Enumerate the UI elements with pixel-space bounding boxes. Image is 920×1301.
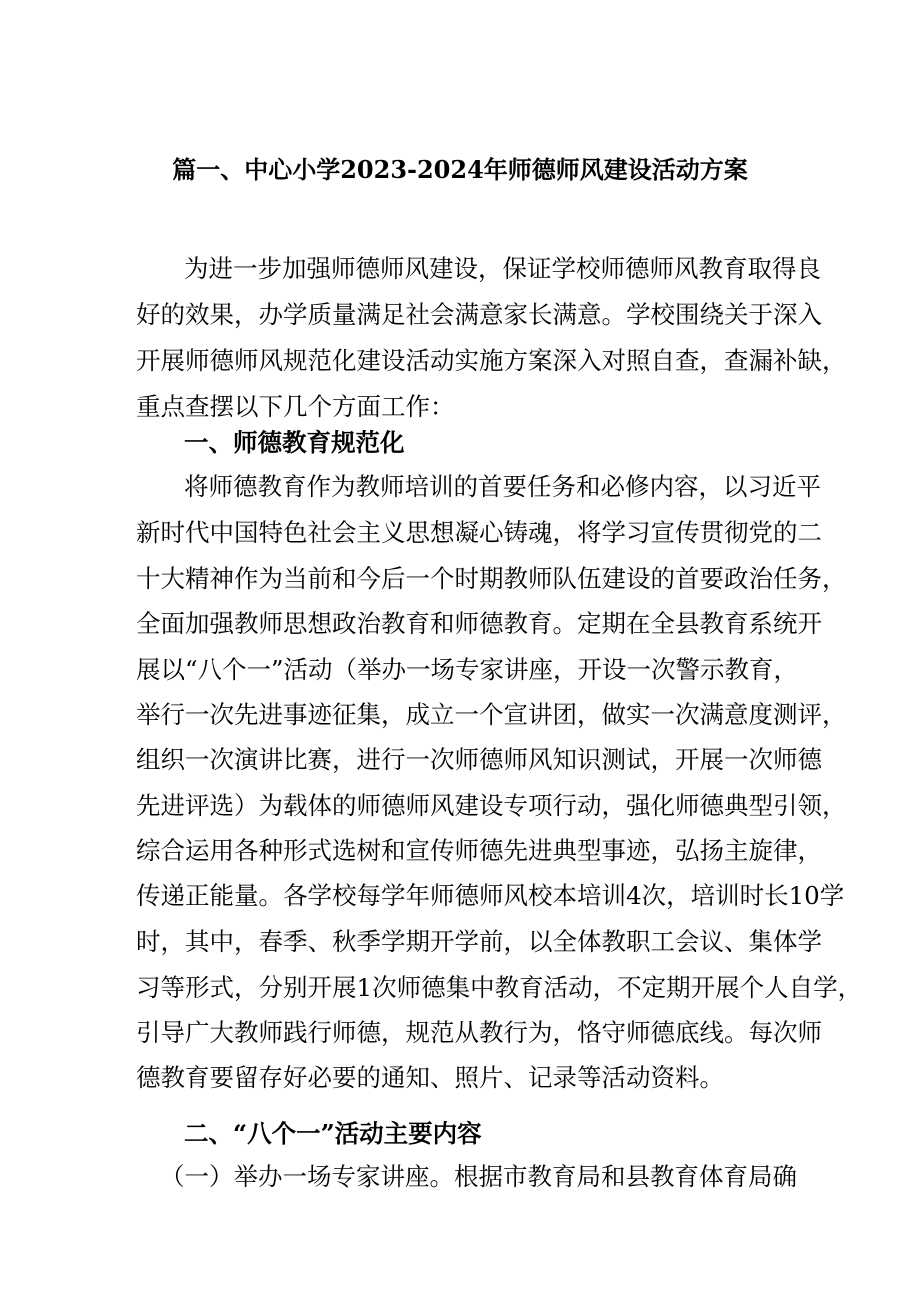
section1-line-9: 综合运用各种形式选树和宣传师德先进典型事迹，弘扬主旋律， [136,836,822,865]
section1-line-11: 时，其中，春季、秋季学期开学前，以全体教职工会议、集体学 [136,927,822,956]
intro-line-2: 好的效果，办学质量满足社会满意家长满意。学校围绕关于深入 [136,300,822,329]
section1-line-2: 新时代中国特色社会主义思想凝心铸魂，将学习宣传贯彻党的二 [136,518,822,547]
section1-line-10: 传递正能量。各学校每学年师德师风校本培训4次，培训时长10学 [136,881,845,910]
intro-line-4: 重点查摆以下几个方面工作： [136,392,455,421]
document-title: 篇一、中心小学2023-2024年师德师风建设活动方案 [172,155,748,184]
section1-line-7: 组织一次演讲比赛，进行一次师德师风知识测试，开展一次师德 [136,745,822,774]
section1-line-14: 德教育要留存好必要的通知、照片、记录等活动资料。 [136,1063,724,1092]
section1-line-4: 全面加强教师思想政治教育和师德教育。定期在全县教育系统开 [136,609,822,638]
section2-line-1: （一）举办一场专家讲座。根据市教育局和县教育体育局确 [160,1162,797,1191]
section1-line-12: 习等形式，分别开展1次师德集中教育活动，不定期开展个人自学， [136,973,863,1002]
intro-line-3: 开展师德师风规范化建设活动实施方案深入对照自查，查漏补缺， [136,346,847,375]
section1-line-6: 举行一次先进事迹征集，成立一个宣讲团，做实一次满意度测评， [136,700,847,729]
section1-line-8: 先进评选）为载体的师德师风建设专项行动，强化师德典型引领， [136,791,847,820]
section1-line-1: 将师德教育作为教师培训的首要任务和必修内容，以习近平 [184,472,821,501]
section1-line-13: 引导广大教师践行师德，规范从教行为，恪守师德底线。每次师 [136,1018,822,1047]
intro-line-1: 为进一步加强师德师风建设，保证学校师德师风教育取得良 [184,254,821,283]
section2-heading: 二、“八个一”活动主要内容 [184,1119,482,1148]
section1-line-5: 展以“八个一”活动（举办一场专家讲座，开设一次警示教育， [136,655,799,684]
section1-line-3: 十大精神作为当前和今后一个时期教师队伍建设的首要政治任务， [136,564,847,593]
section1-heading: 一、师德教育规范化 [184,428,405,457]
